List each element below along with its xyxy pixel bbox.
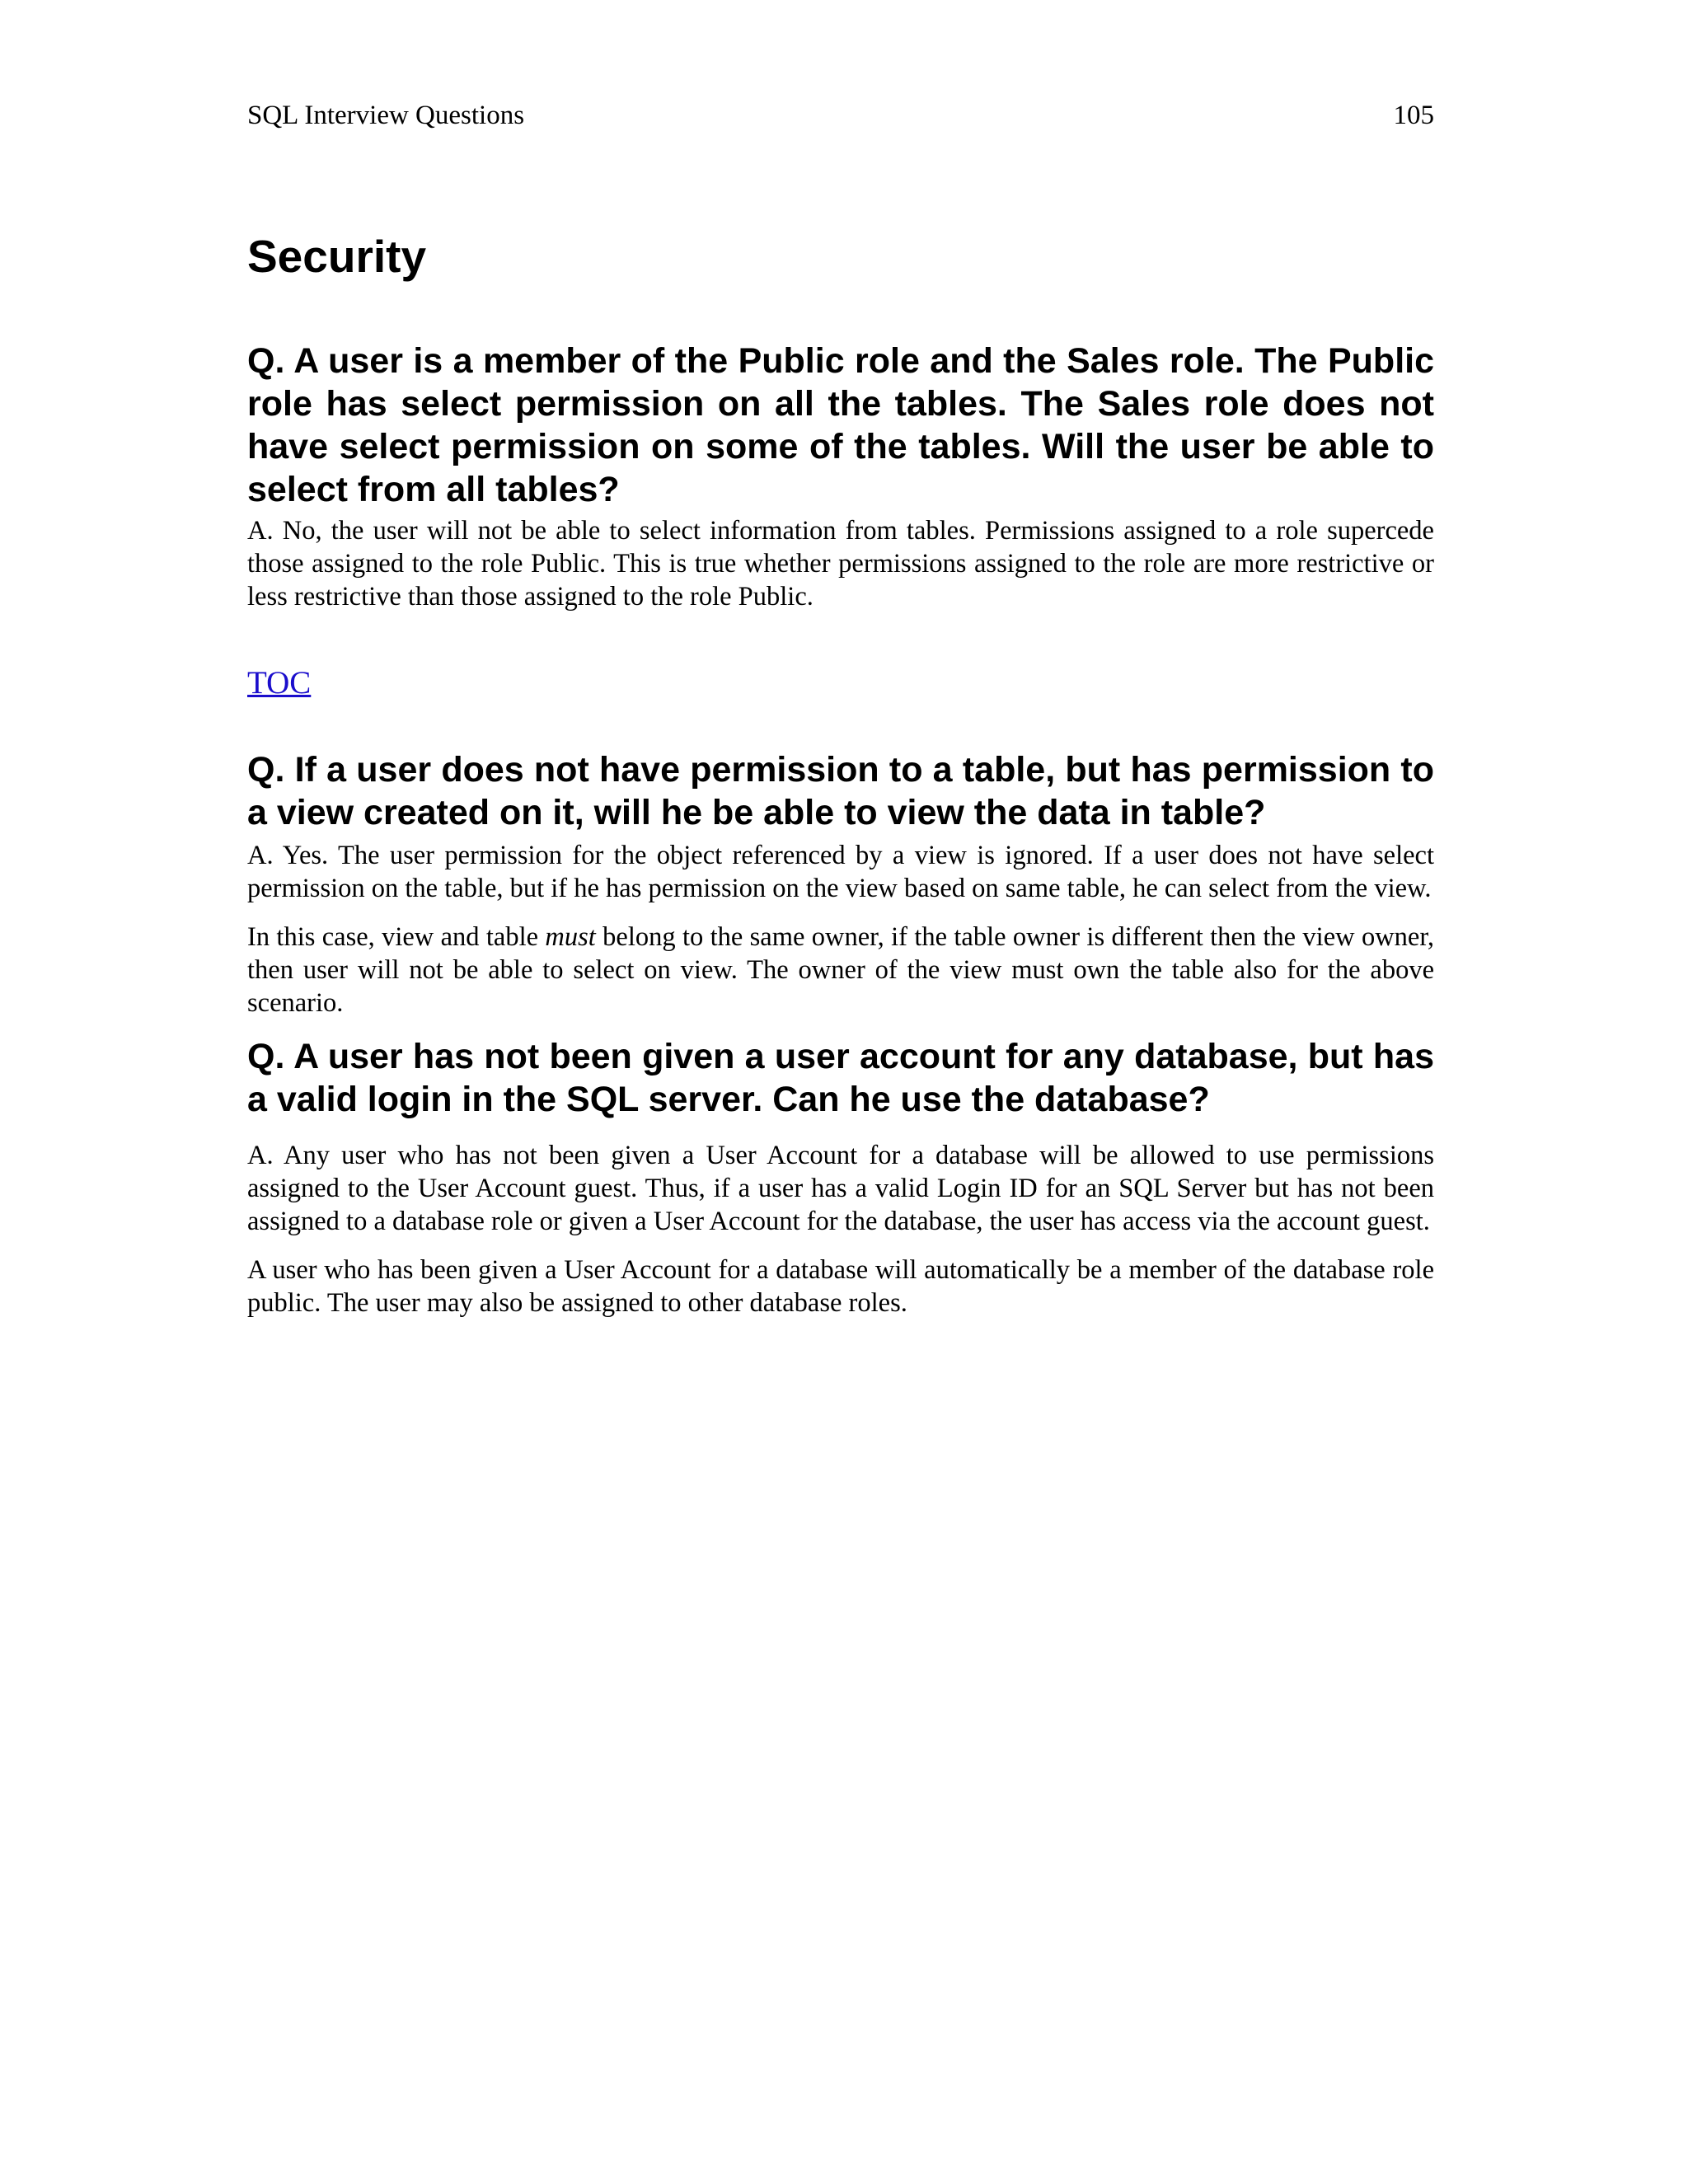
section-title: Security xyxy=(247,231,427,282)
answer-1: A. No, the user will not be able to select information from tables. Permissions assigned to a role supercede those assigned to the role Public. This is true whether permissions assigned to the role are more restrictive or less restrictive than those assigned to the role Public. xyxy=(247,516,1434,612)
answer-2-note-end: belong to the same owner, if the table owner is different then the view owner, then user will not be able to select on view. The owner of the view must own the table also for the above scenario. xyxy=(247,922,1434,1018)
page-number: 105 xyxy=(1393,101,1434,130)
answer-3: A. Any user who has not been given a User Account for a database will be allowed to use permissions assigned to the User Account guest. Thus, if a user has a valid Login ID for an SQL Server but has not been assigned to a database role or given a User Account for the database, the user has access via the account guest. xyxy=(247,1141,1434,1236)
question-2: Q. If a user does not have permission to a table, but has permission to a view created on it, will he be able to view the data in table? xyxy=(247,750,1434,832)
question-1: Q. A user is a member of the Public role and the Sales role. The Public role has select permission on all the tables. The Sales role does not have select permission on some of the tables. Will the user be able to select from all tables? xyxy=(247,341,1434,509)
answer-3-note: A user who has been given a User Account for a database will automatically be a member of the database role public. The user may also be assigned to other database roles. xyxy=(247,1255,1434,1318)
answer-2-note xyxy=(247,921,1434,1019)
answer-2-note-start: In this case, view and table xyxy=(247,922,546,952)
toc-link[interactable]: TOC xyxy=(247,665,312,701)
running-header xyxy=(247,97,1434,134)
answer-2-note-emphasis: must xyxy=(545,922,596,952)
page-content xyxy=(247,227,1434,1319)
header-title: SQL Interview Questions xyxy=(247,101,525,130)
question-3: Q. A user has not been given a user account for any database, but has a valid login in the SQL server. Can he use the database? xyxy=(247,1037,1434,1119)
answer-2: A. Yes. The user permission for the object referenced by a view is ignored. If a user does not have select permission on the table, but if he has permission on the view based on same table, he can select from the view. xyxy=(247,841,1434,903)
